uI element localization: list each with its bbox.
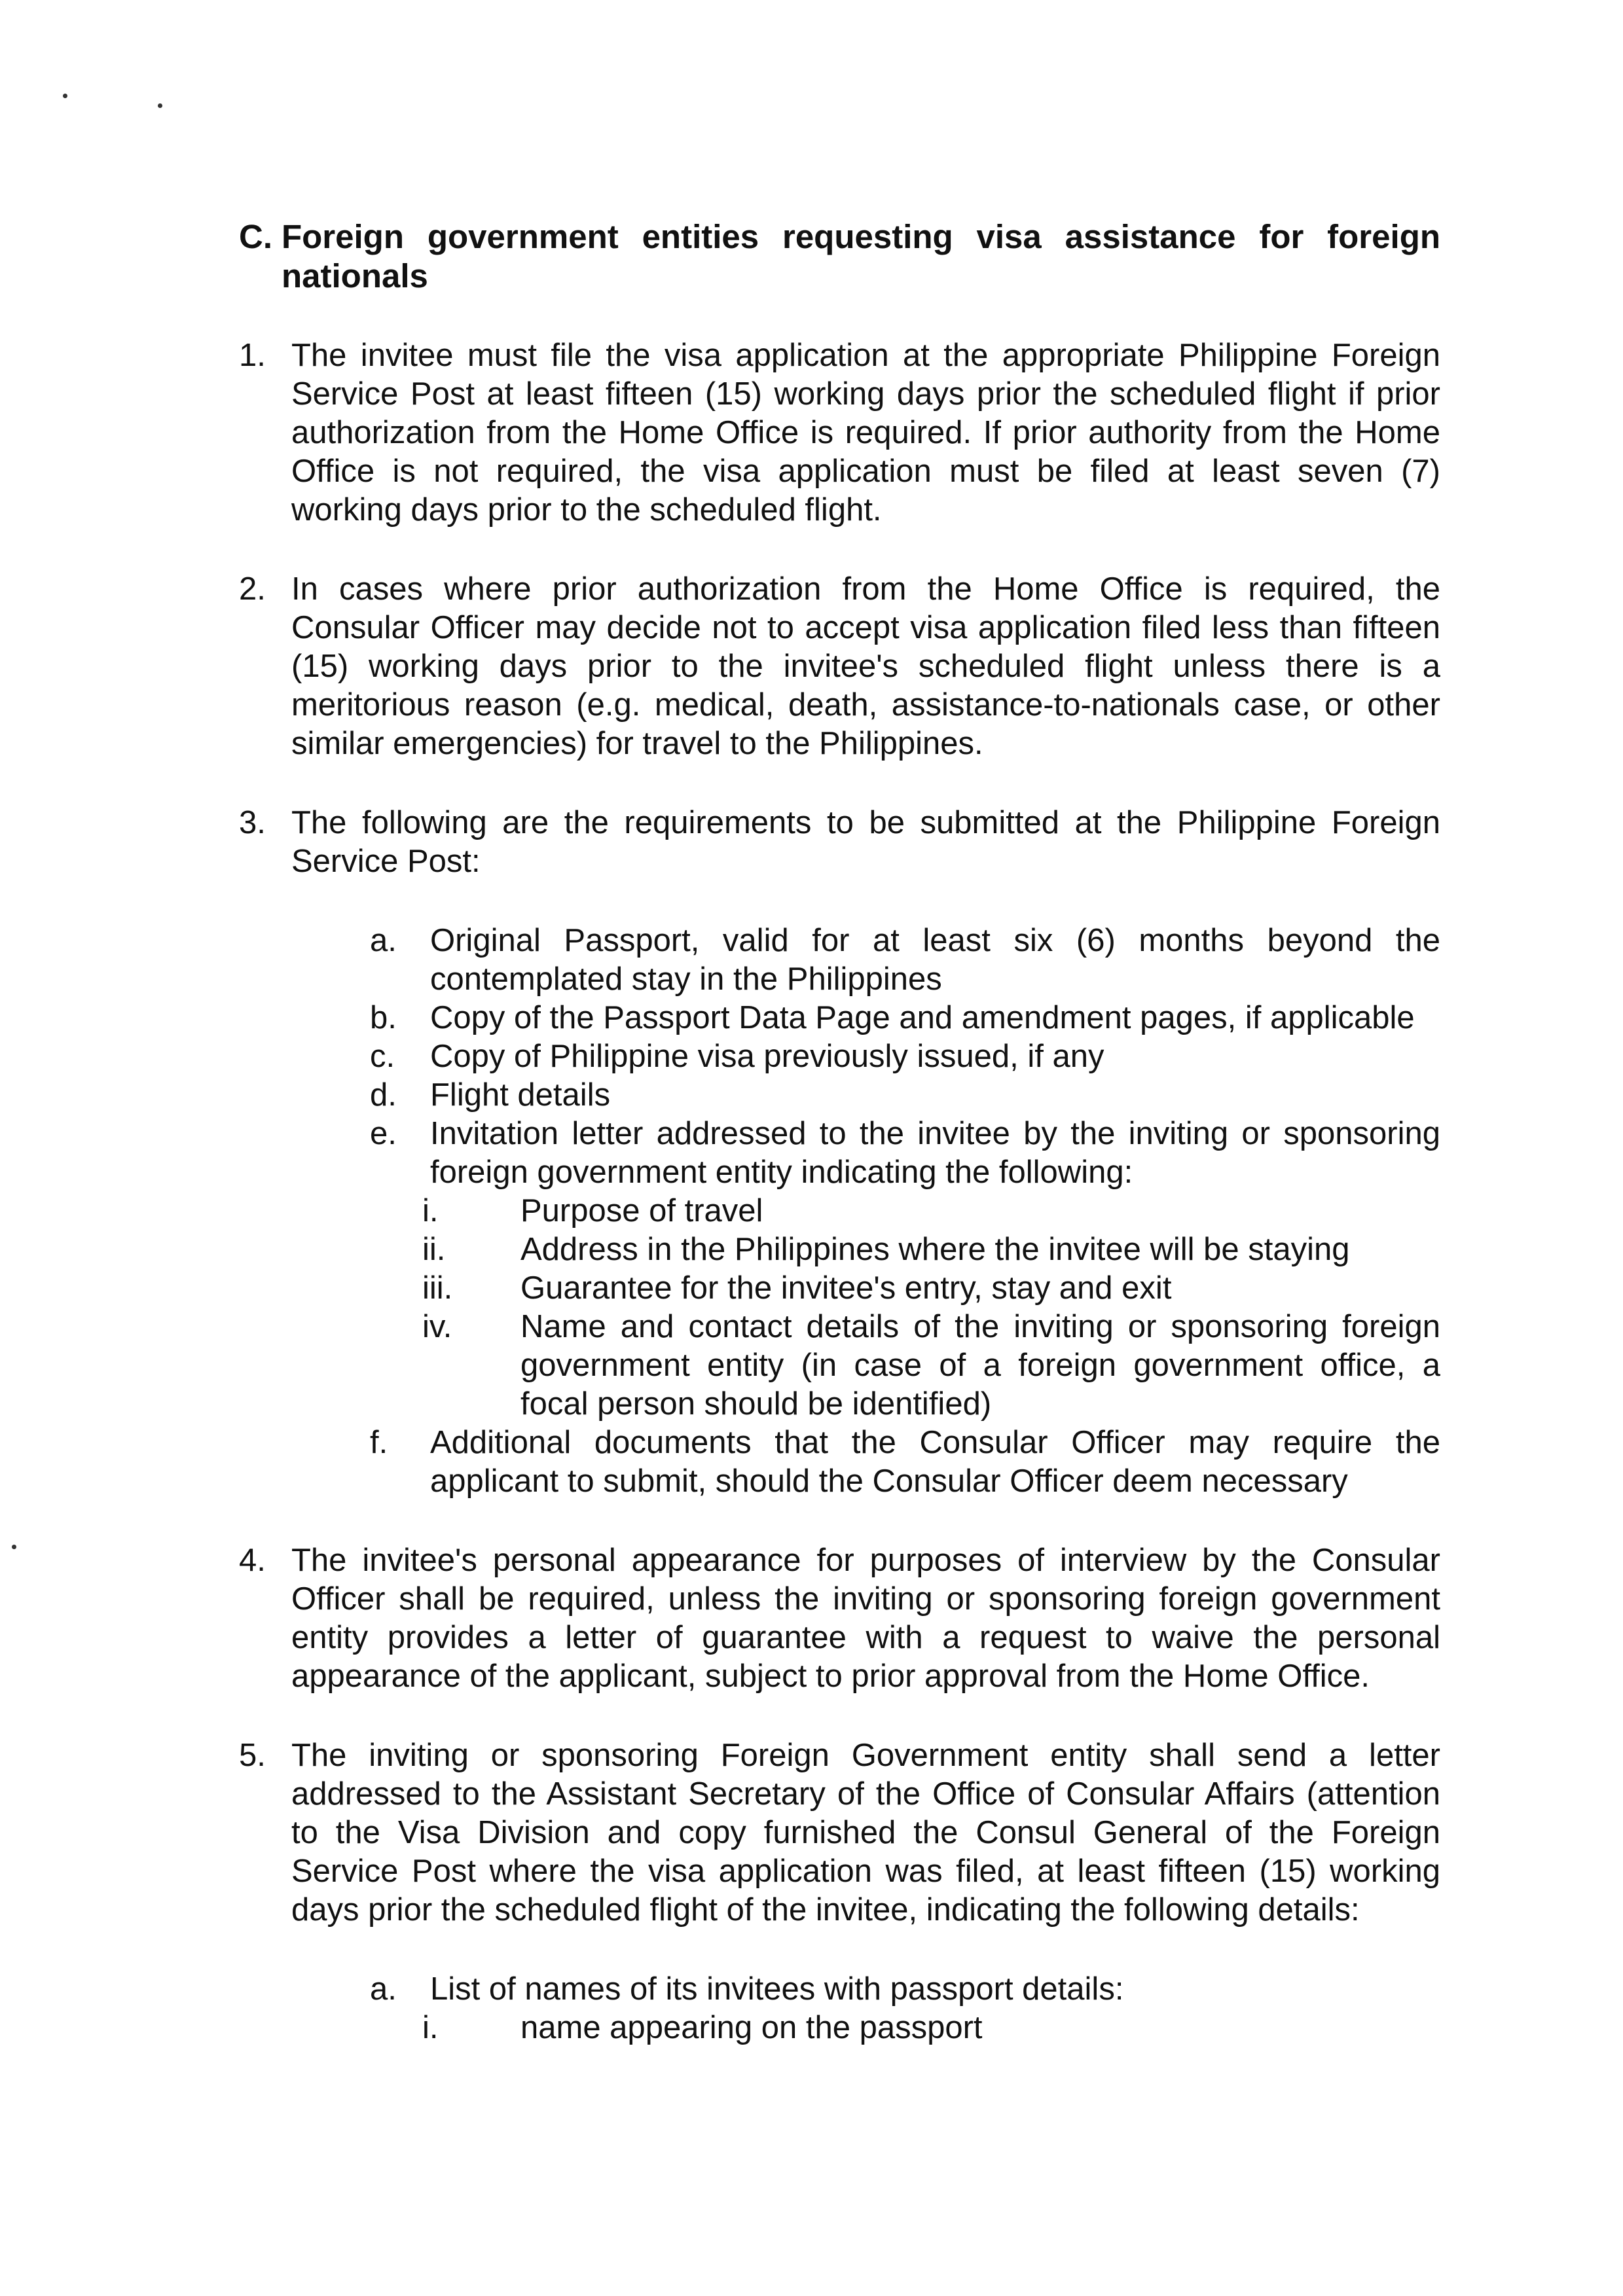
list-item-label: d. <box>370 1077 397 1113</box>
roman-item-text: Address in the Philippines where the invitee will be staying <box>520 1232 1350 1267</box>
list-item <box>370 922 1440 999</box>
section-heading <box>239 217 1440 296</box>
scan-speck <box>63 94 67 98</box>
roman-item-text: Name and contact details of the inviting or sponsoring foreign government entity (in case of a foreign government office, a focal person should be identified) <box>520 1309 1440 1422</box>
scan-speck <box>12 1545 16 1549</box>
list-item <box>370 1076 1440 1115</box>
roman-label: i. <box>422 1193 439 1229</box>
roman-list-item <box>370 1269 1440 1308</box>
roman-label: ii. <box>422 1232 446 1267</box>
list-item <box>370 1424 1440 1501</box>
roman-label: iv. <box>422 1309 452 1344</box>
item-number: 4. <box>239 1543 266 1578</box>
item-number: 2. <box>239 571 266 607</box>
list-item-text: Invitation letter addressed to the invitee by the inviting or sponsoring foreign government entity indicating the following: <box>430 1116 1440 1190</box>
roman-list-item <box>370 1192 1440 1230</box>
passport-details-list <box>422 2009 1440 2047</box>
numbered-item <box>239 570 1440 763</box>
list-item-label: e. <box>370 1116 397 1151</box>
roman-list-item <box>370 1230 1440 1269</box>
list-item-label: a. <box>370 1971 397 2007</box>
roman-list-item <box>370 1308 1440 1424</box>
numbered-item <box>239 1736 1440 2047</box>
numbered-item <box>239 1541 1440 1696</box>
scan-speck <box>158 103 162 108</box>
details-list <box>370 1970 1440 2047</box>
item-text: In cases where prior authorization from the Home Office is required, the Consular Officer may decide not to accept visa application filed less than fifteen (15) working days prior to the invitee's scheduled flight unless there is a meritorious reason (e.g. medical, death, assistance-to-nationals case, or other similar emergencies) for travel to the Philippines. <box>291 571 1440 761</box>
roman-item-text: name appearing on the passport <box>520 2010 983 2045</box>
roman-item-text: Guarantee for the invitee's entry, stay and exit <box>520 1270 1172 1306</box>
list-item <box>370 1970 1440 2047</box>
list-item-text: Additional documents that the Consular Officer may require the applicant to submit, should the Consular Officer deem necessary <box>430 1425 1440 1499</box>
list-item-label: b. <box>370 1000 397 1035</box>
list-item <box>370 1115 1440 1424</box>
item-text: The inviting or sponsoring Foreign Government entity shall send a letter addressed to the Assistant Secretary of the Office of Consular Affairs (attention to the Visa Division and copy furnished the Consul General of the Foreign Service Post where the visa application was filed, at least fifteen (15) working days prior the scheduled flight of the invitee, indicating the following details: <box>291 1738 1440 1928</box>
document-page <box>239 217 1440 2088</box>
section-label: C. <box>239 218 272 255</box>
requirements-list <box>370 922 1440 1501</box>
numbered-item <box>239 336 1440 529</box>
roman-label: iii. <box>422 1270 453 1306</box>
list-item-text: List of names of its invitees with passport details: <box>430 1971 1124 2007</box>
list-item-text: Flight details <box>430 1077 611 1113</box>
numbered-item <box>239 804 1440 1501</box>
list-item-text: Copy of Philippine visa previously issued, if any <box>430 1039 1104 1074</box>
item-text: The invitee's personal appearance for purposes of interview by the Consular Officer shall be required, unless the inviting or sponsoring foreign government entity provides a letter of guarantee with a request to waive the personal appearance of the applicant, subject to prior approval from the Home Office. <box>291 1543 1440 1694</box>
item-number: 3. <box>239 805 266 840</box>
roman-list-item <box>370 2009 1440 2047</box>
list-item-text: Copy of the Passport Data Page and amendment pages, if applicable <box>430 1000 1415 1035</box>
roman-label: i. <box>422 2010 439 2045</box>
item-number: 5. <box>239 1738 266 1773</box>
item-text: The following are the requirements to be submitted at the Philippine Foreign Service Post: <box>291 805 1440 879</box>
list-item-label: f. <box>370 1425 388 1460</box>
item-number: 1. <box>239 338 266 373</box>
list-item-text: Original Passport, valid for at least six (6) months beyond the contemplated stay in the Philippines <box>430 923 1440 997</box>
invitation-details-list <box>422 1192 1440 1424</box>
list-item-label: a. <box>370 923 397 958</box>
list-item-label: c. <box>370 1039 395 1074</box>
item-text: The invitee must file the visa application at the appropriate Philippine Foreign Service Post at least fifteen (15) working days prior the scheduled flight if prior authorization from the Home Office is required. If prior authority from the Home Office is not required, the visa application must be filed at least seven (7) working days prior to the scheduled flight. <box>291 338 1440 528</box>
section-title: Foreign government entities requesting visa assistance for foreign nationals <box>282 218 1440 295</box>
roman-item-text: Purpose of travel <box>520 1193 763 1229</box>
list-item <box>370 1037 1440 1076</box>
list-item <box>370 999 1440 1037</box>
